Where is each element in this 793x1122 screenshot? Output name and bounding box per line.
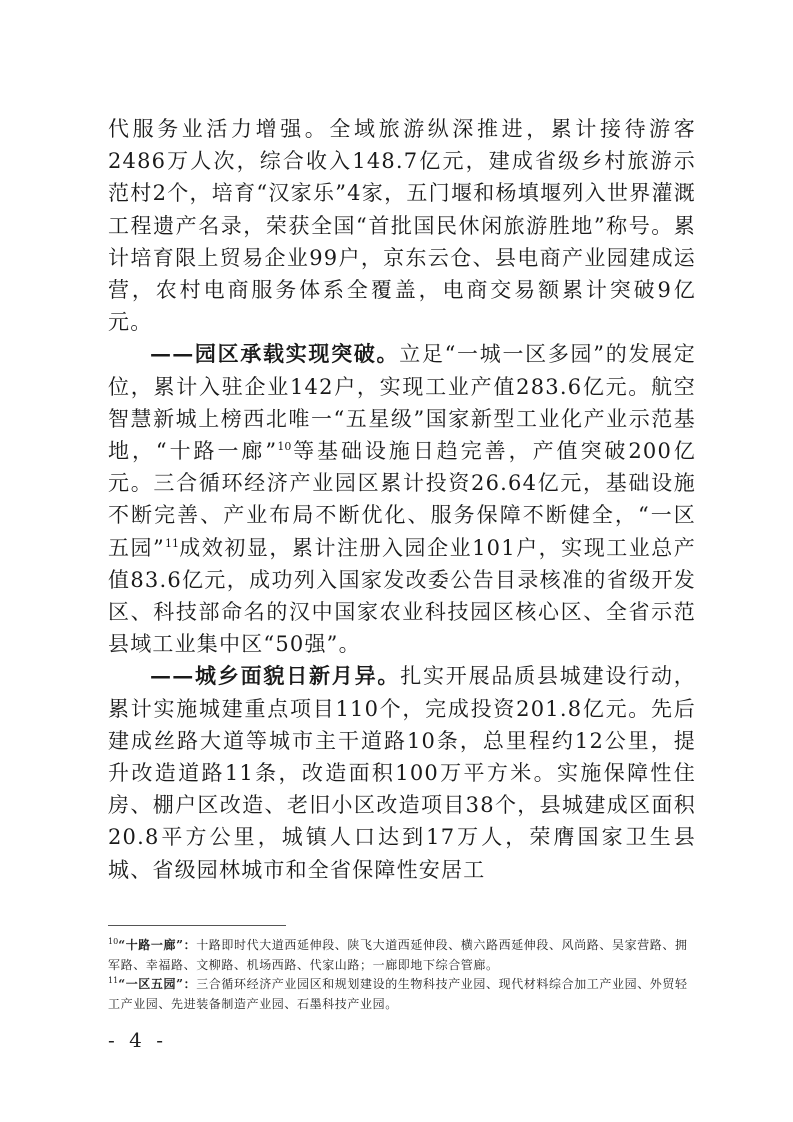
footnote-ref[interactable]: 10 <box>277 440 292 454</box>
footnote-ref[interactable]: 11 <box>164 536 179 550</box>
footnote-term: “十路一廊”： <box>118 938 197 952</box>
footnote-divider <box>108 925 286 926</box>
body-text <box>108 113 696 886</box>
paragraph-industrial-parks <box>108 338 696 660</box>
footnotes <box>108 936 696 1014</box>
page-number: - 4 - <box>108 1028 167 1052</box>
section-lead-urban: ——城乡面貌日新月异。 <box>150 663 401 689</box>
paragraph-text: 扎实开展品质县城建设行动，累计实施城建重点项目110个，完成投资201.8亿元。先后建成丝路大道等城市主干道路10条，总里程约12公里，提升改造道路11条，改造面积100万平方米。实施保障性住房、棚户区改造、老旧小区改造项目38个，县城建成区面积20.8平方公里，城镇人口达到17万人，荣膺国家卫生县城、省级园林城市和全省保障性安居工 <box>108 664 696 882</box>
paragraph-text: 等基础设施日趋完善，产值突破200亿元。三合循环经济产业园区累计投资26.64亿元，基础设施不断完善、产业布局不断优化、服务保障不断健全，“一区五园” <box>108 439 696 560</box>
paragraph-urban-rural <box>108 660 696 885</box>
footnote-term: “一区五园”： <box>118 977 197 992</box>
paragraph-service-tourism: 代服务业活力增强。全域旅游纵深推进，累计接待游客2486万人次，综合收入148.7亿元，建成省级乡村旅游示范村2个，培育“汉家乐”4家，五门堰和杨填堰列入世界灌溉工程遗产名录，荣获全国“首批国民休闲旅游胜地”称号。累计培育限上贸易企业99户，京东云仓、县电商产业园建成运营，农村电商服务体系全覆盖，电商交易额累计突破9亿元。 <box>108 117 696 335</box>
footnote-11 <box>108 975 696 1014</box>
footnote-text: 十路即时代大道西延伸段、陕飞大道西延伸段、横六路西延伸段、风尚路、吴家营路、拥军路、幸福路、文柳路、机场西路、代家山路；一廊即地下综合管廊。 <box>108 938 688 972</box>
section-lead-parks: ——园区承载实现突破。 <box>150 341 400 367</box>
footnote-text: 三合循环经济产业园区和规划建设的生物科技产业园、现代材料综合加工产业园、外贸轻工产业园、先进装备制造产业园、石墨科技产业园。 <box>108 977 688 1011</box>
paragraph-text: 成效初显，累计注册入园企业101户，实现工业总产值83.6亿元，成功列入国家发改委公告目录核准的省级开发区、科技部命名的汉中国家农业科技园区核心区、全省示范县域工业集中区“50强”。 <box>108 535 696 657</box>
footnote-number: 11 <box>108 976 119 986</box>
footnote-10 <box>108 936 696 975</box>
paragraph-text: 立足“一城一区多园”的发展定位，累计入驻企业142户，实现工业产值283.6亿元。航空智慧新城上榜西北唯一“五星级”国家新型工业化产业示范基地，“十路一廊” <box>108 342 696 464</box>
footnote-number: 10 <box>108 937 119 946</box>
